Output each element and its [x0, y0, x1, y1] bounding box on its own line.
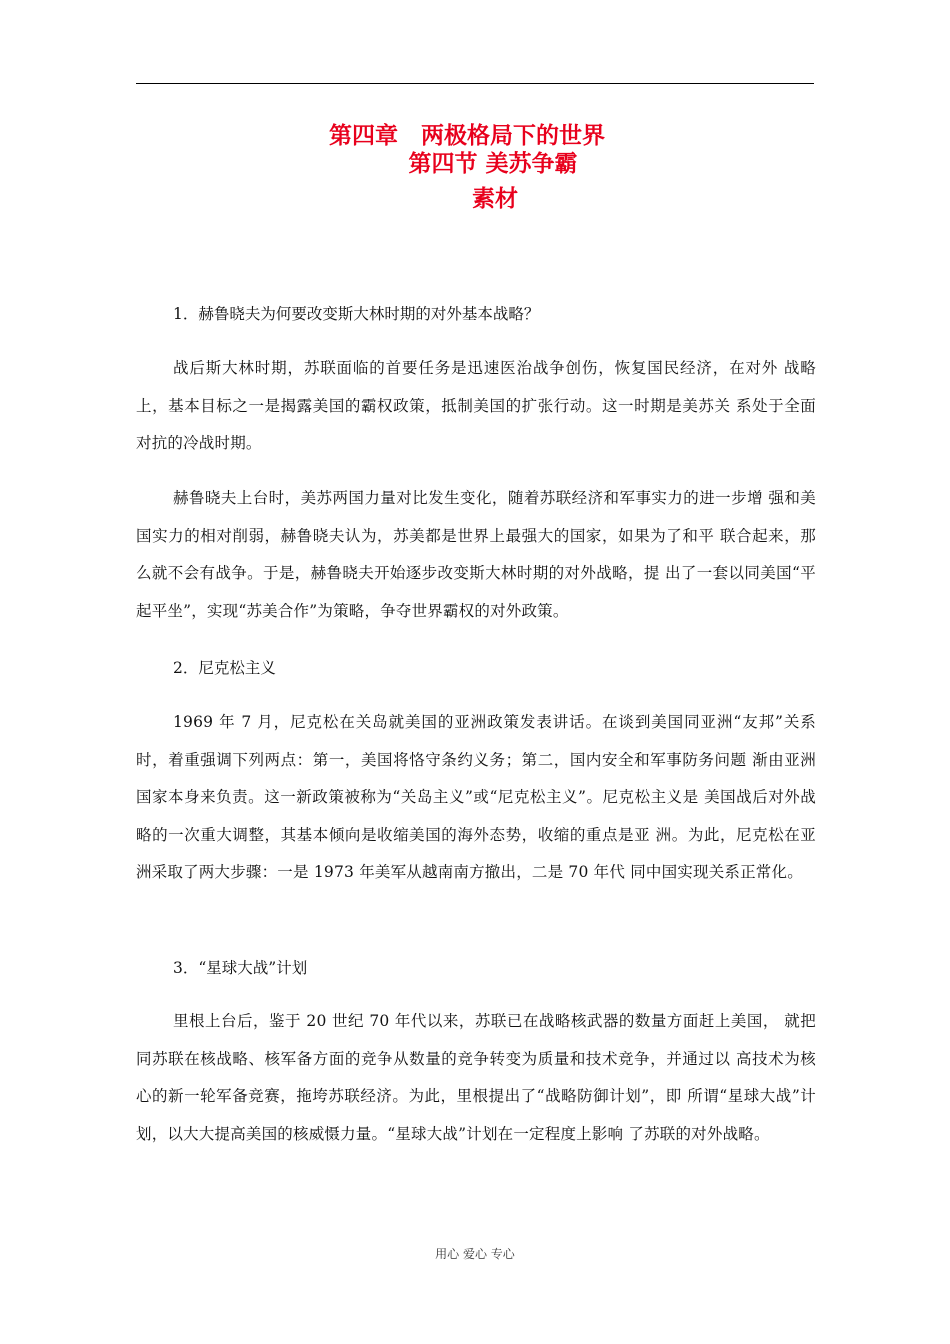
section-1-paragraph-2 — [136, 480, 816, 630]
section-3-paragraph-1 — [136, 1003, 816, 1153]
section-2-paragraph-1 — [136, 704, 816, 892]
paragraph-text: 1969 年 7 月，尼克松在关岛就美国的亚洲政策发表讲话。在谈到美国同亚洲“友邦”关系时，着重强调下列两点：第一，美国将恪守条约义务；第二，国内安全和军事防务问题 渐由亚洲国家本身来负责。这一新政策被称为“关岛主义”或“尼克松主义”。尼克松主义是 美国战后对外战略的一次重大调整，其基本倾向是收缩美国的海外态势，收缩的重点是亚 洲。为此，尼克松在亚洲采取了两大步骤：一是 1973 年美军从越南南方撤出，二是 70 年代 同中国实现关系正常化。 — [136, 713, 816, 881]
section-heading-3: 3．“星球大战”计划 — [173, 959, 308, 977]
page-footer: 用心 爱心 专心 — [435, 1247, 515, 1261]
paragraph-text: 战后斯大林时期，苏联面临的首要任务是迅速医治战争创伤，恢复国民经济，在对外 战略上，基本目标之一是揭露美国的霸权政策，抵制美国的扩张行动。这一时期是美苏关 系处于全面对抗的冷战时期。 — [136, 359, 816, 452]
paragraph-text: 赫鲁晓夫上台时，美苏两国力量对比发生变化，随着苏联经济和军事实力的进一步增 强和美国实力的相对削弱，赫鲁晓夫认为，苏美都是世界上最强大的国家，如果为了和平 联合起来，那么就不会有战争。于是，赫鲁晓夫开始逐步改变斯大林时期的对外战略，提 出了一套以同美国“平起平坐”，实现“苏美合作”为策略，争夺世界霸权的对外政策。 — [136, 489, 816, 620]
paragraph-text: 里根上台后，鉴于 20 世纪 70 年代以来，苏联已在战略核武器的数量方面赶上美国， 就把同苏联在核战略、核军备方面的竞争从数量的竞争转变为质量和技术竞争，并通过以 高技术为核心的新一轮军备竞赛，拖垮苏联经济。为此，里根提出了“战略防御计划”，即 所谓“星球大战”计划，以大大提高美国的核威慑力量。“星球大战”计划在一定程度上影响 了苏联的对外战略。 — [136, 1012, 816, 1143]
section-heading-1: 1．赫鲁晓夫为何要改变斯大林时期的对外基本战略？ — [173, 305, 540, 323]
material-title: 素材 — [472, 186, 518, 212]
chapter-title: 第四章 两极格局下的世界 — [329, 123, 605, 149]
section-heading-2: 2．尼克松主义 — [173, 659, 276, 677]
section-1-paragraph-1 — [136, 350, 816, 463]
header-rule — [136, 83, 814, 84]
section-title: 第四节 美苏争霸 — [408, 151, 578, 177]
